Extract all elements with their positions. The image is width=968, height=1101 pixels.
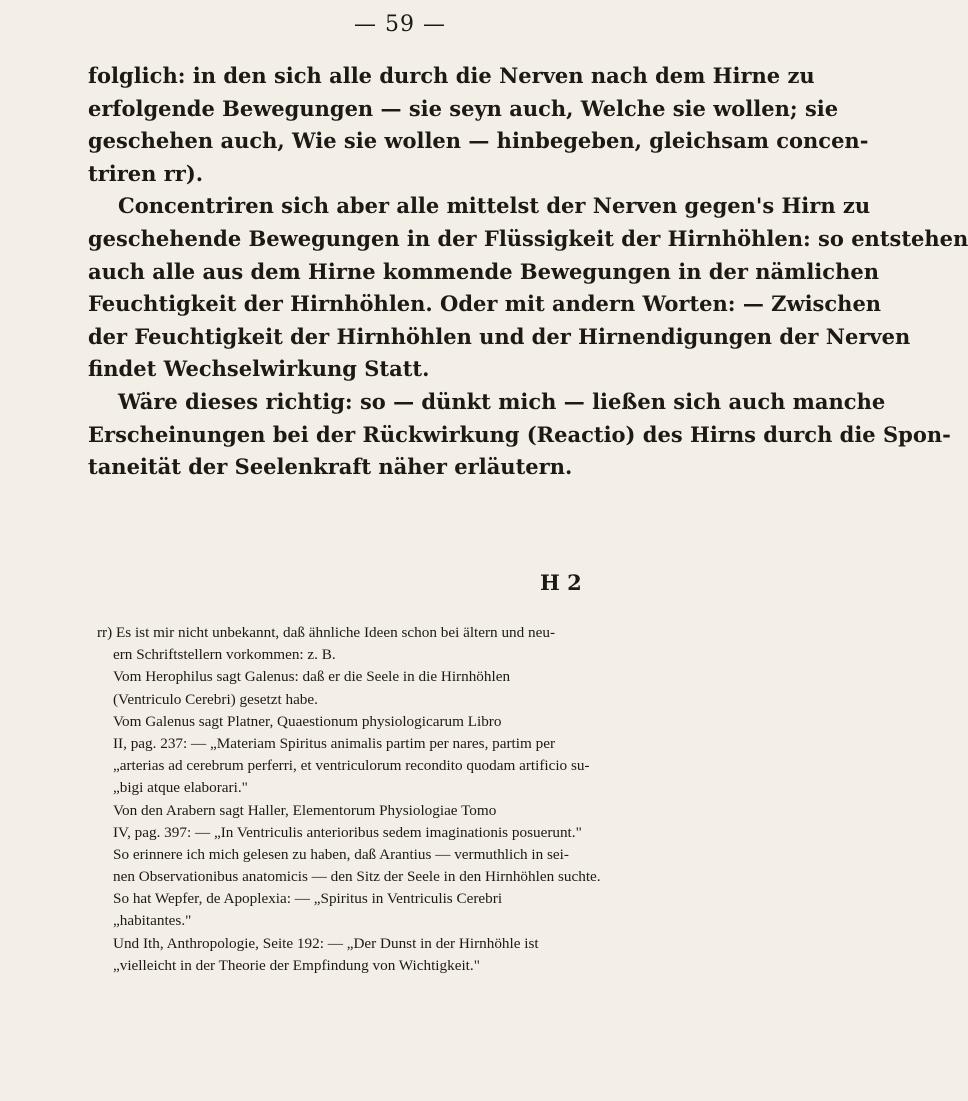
text-line: Erscheinungen bei der Rückwirkung (Reactio) des Hirns durch die Spon- (88, 421, 951, 447)
text-line: auch alle aus dem Hirne kommende Bewegungen in der nämlichen (88, 258, 879, 284)
footnote-line: IV, pag. 397: — „In Ventriculis anterioribus sedem imaginationis posuerunt." (113, 823, 582, 841)
footnote-line: „habitantes." (113, 912, 192, 930)
text-line: Concentriren sich aber alle mittelst der Nerven gegen's Hirn zu (118, 193, 871, 219)
text-line: der Feuchtigkeit der Hirnhöhlen und der Hirnendigungen der Nerven (88, 323, 911, 349)
text-line: Feuchtigkeit der Hirnhöhlen. Oder mit andern Worten: — Zwischen (88, 291, 882, 317)
footnotes (97, 622, 763, 977)
page-number: — 59 — (354, 12, 446, 37)
signature-mark: H 2 (540, 570, 582, 595)
footnote-line: Von den Arabern sagt Haller, Elementorum Physiologiae Tomo (113, 801, 497, 819)
footnote-line: „vielleicht in der Theorie der Empfindung von Wichtigkeit." (113, 956, 480, 974)
footnote-line: nen Observationibus anatomicis — den Sitz der Seele in den Hirnhöhlen suchte. (113, 868, 601, 886)
text-line: Wäre dieses richtig: so — dünkt mich — ließen sich auch manche (118, 388, 886, 414)
footnote-line: Und Ith, Anthropologie, Seite 192: — „Der Dunst in der Hirnhöhle ist (113, 934, 539, 952)
main-text (88, 60, 968, 484)
text-line: findet Wechselwirkung Statt. (88, 356, 430, 382)
footnote-line: ern Schriftstellern vorkommen: z. B. (113, 646, 336, 664)
footnote-line: rr) Es ist mir nicht unbekannt, daß ähnliche Ideen schon bei ältern und neu- (97, 624, 556, 641)
footnote-line: So erinnere ich mich gelesen zu haben, daß Arantius — vermuthlich in sei- (113, 845, 569, 863)
footnote-line: (Ventriculo Cerebri) gesetzt habe. (113, 690, 318, 708)
footnote-line: „arterias ad cerebrum perferri, et ventriculorum recondito quodam artificio su- (113, 757, 590, 775)
footnote-line: Vom Herophilus sagt Galenus: daß er die Seele in die Hirnhöhlen (113, 668, 511, 686)
footnote-line: So hat Wepfer, de Apoplexia: — „Spiritus in Ventriculis Cerebri (113, 890, 503, 908)
text-line: geschehen auch, Wie sie wollen — hinbegeben, gleichsam concen- (88, 128, 869, 154)
text-line: triren rr). (88, 160, 204, 186)
text-line: taneität der Seelenkraft näher erläutern. (88, 454, 573, 480)
text-line: erfolgende Bewegungen — sie seyn auch, Welche sie wollen; sie (88, 95, 839, 121)
text-line: geschehende Bewegungen in der Flüssigkeit der Hirnhöhlen: so entstehen (88, 225, 968, 251)
footnote-line: „bigi atque elaborari." (113, 779, 248, 797)
footnote-line: II, pag. 237: — „Materiam Spiritus animalis partim per nares, partim per (113, 734, 556, 752)
footnote-line: Vom Galenus sagt Platner, Quaestionum physiologicarum Libro (113, 712, 502, 730)
text-line: folglich: in den sich alle durch die Nerven nach dem Hirne zu (88, 63, 815, 88)
